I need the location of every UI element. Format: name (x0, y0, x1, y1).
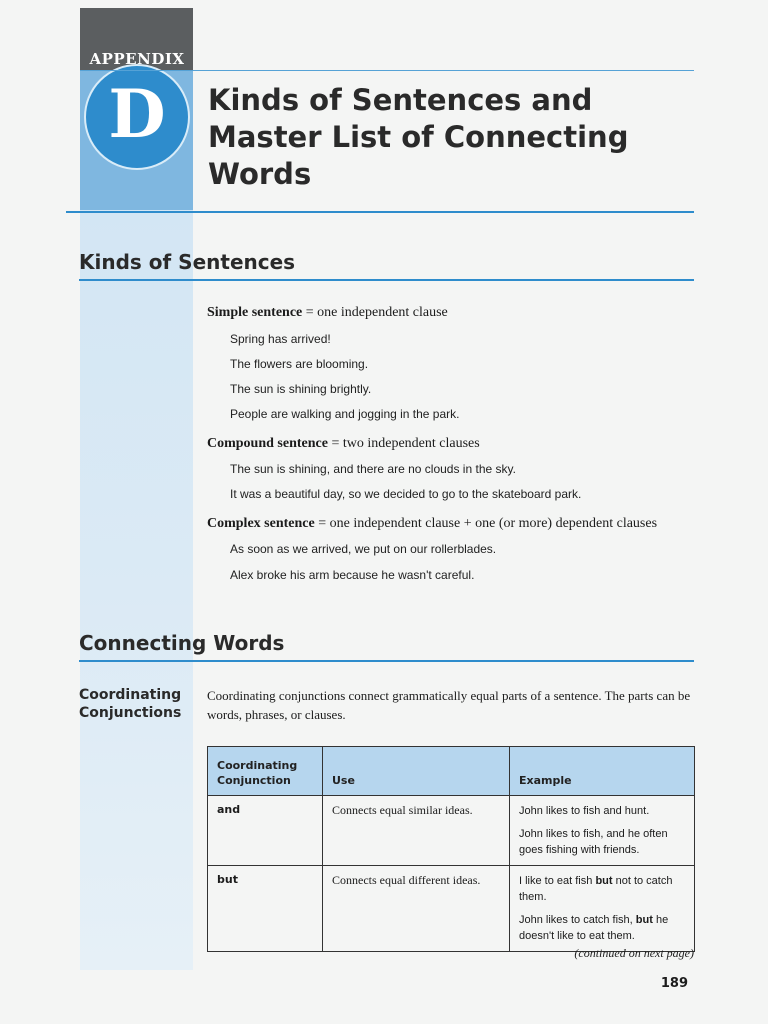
page-title: Kinds of Sentences and Master List of Connecting Words (208, 83, 629, 191)
example-conjunction: but (635, 914, 653, 926)
subheading-coordinating: Coordinating Conjunctions (79, 687, 182, 721)
use-cell: Connects equal similar ideas. (323, 796, 510, 866)
example-text: not to catch them. (519, 875, 673, 903)
title-bottom-rule (66, 211, 694, 213)
example-sentence: The flowers are blooming. (230, 357, 369, 371)
example-sentence: Spring has arrived! (230, 332, 331, 346)
page-number: 189 (660, 976, 688, 991)
definition-text-compound: = two independent clauses (331, 436, 480, 451)
example-sentence: It was a beautiful day, so we decided to go to the skateboard park. (230, 487, 582, 501)
example-sentence: The sun is shining brightly. (230, 382, 372, 396)
coordinating-intro: Coordinating conjunctions connect grammatically equal parts of a sentence. The parts can be words, phrases, or clauses. (207, 688, 691, 722)
table-example (519, 912, 685, 944)
example-text: John likes to fish and hunt. (519, 805, 650, 817)
appendix-letter: D (108, 75, 166, 153)
table-row (208, 796, 695, 866)
continued-note: (continued on next page) (574, 946, 694, 960)
margin-band (80, 210, 193, 970)
example-sentence: The sun is shining, and there are no clouds in the sky. (230, 462, 516, 476)
example-cell (510, 866, 695, 952)
example-text: John likes to catch fish, (519, 914, 636, 926)
example-sentence: Alex broke his arm because he wasn't careful. (230, 568, 475, 582)
definition-text-simple: = one independent clause (305, 305, 448, 320)
table-header: Example (510, 747, 695, 796)
title-top-rule (80, 70, 694, 71)
example-sentence: People are walking and jogging in the park. (230, 407, 460, 421)
definition-simple (207, 305, 448, 321)
section-rule-kinds (79, 279, 694, 281)
example-text: he doesn't like to eat them. (519, 914, 669, 942)
conjunction-table (207, 746, 695, 952)
table-example (519, 826, 685, 858)
table-header-row (208, 747, 695, 796)
definition-complex (207, 516, 657, 532)
term-complex: Complex sentence (207, 516, 315, 531)
term-simple: Simple sentence (207, 305, 303, 320)
section-heading-connecting: Connecting Words (79, 631, 285, 655)
definition-text-complex: = one independent clause + one (or more) dependent clauses (318, 516, 658, 531)
example-cell (510, 796, 695, 866)
table-header: Coordinating Conjunction (208, 747, 323, 796)
example-conjunction: but (595, 875, 613, 887)
example-text: John likes to fish, and he often goes fishing with friends. (519, 828, 668, 856)
definition-compound (207, 436, 480, 452)
conjunction-cell: and (208, 796, 323, 866)
use-cell: Connects equal different ideas. (323, 866, 510, 952)
table-row (208, 866, 695, 952)
table-example (519, 803, 685, 819)
section-rule-connecting (79, 660, 694, 662)
table-header: Use (323, 747, 510, 796)
appendix-label: APPENDIX (89, 50, 185, 68)
section-heading-kinds: Kinds of Sentences (79, 250, 296, 274)
table-example (519, 873, 685, 905)
term-compound: Compound sentence (207, 436, 328, 451)
example-sentence: As soon as we arrived, we put on our rollerblades. (230, 542, 497, 556)
example-text: I like to eat fish (519, 875, 596, 887)
conjunction-cell: but (208, 866, 323, 952)
